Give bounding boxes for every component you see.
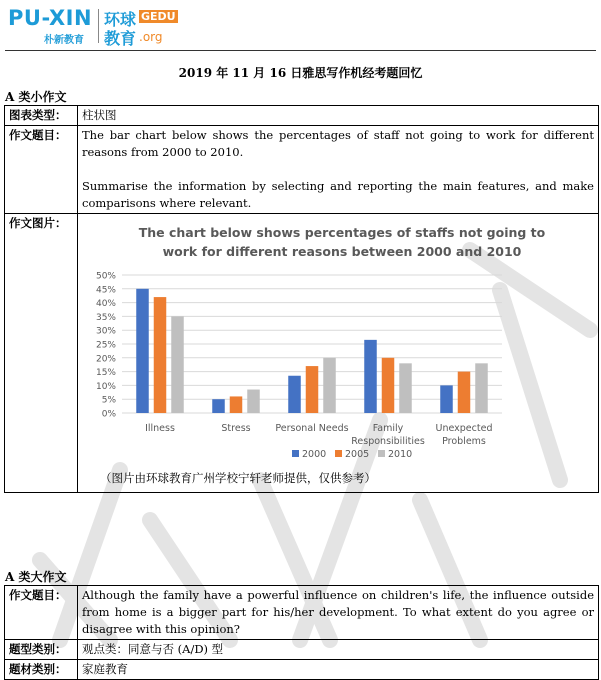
bar-2010: [475, 363, 488, 413]
y-tick-label: 15%: [95, 368, 116, 379]
topic-label: 作文题目：: [5, 126, 78, 214]
legend-label-2000: 2000: [302, 449, 327, 460]
section-heading-large: A 类大作文: [5, 570, 67, 584]
kind-label: 题型类别：: [5, 640, 78, 660]
y-tick-label: 0%: [101, 409, 116, 420]
large-essay-table: [4, 585, 599, 680]
material-value: 家庭教育: [78, 660, 599, 680]
topic-cell: [78, 126, 599, 214]
y-tick-label: 40%: [95, 299, 116, 310]
y-tick-label: 35%: [95, 312, 116, 323]
table-row: [5, 214, 599, 493]
gedu-org: .org: [139, 30, 163, 44]
gedu-logo-line2: 教育: [104, 29, 137, 48]
x-tick-label: Personal Needs: [275, 423, 349, 434]
bar-2010: [171, 316, 184, 413]
legend-label-2010: 2010: [388, 449, 413, 460]
y-tick-label: 5%: [101, 395, 116, 406]
puxin-logo: PU-XIN: [8, 6, 93, 30]
bar-2000: [212, 399, 225, 413]
table-row: [5, 106, 599, 126]
x-tick-label: Problems: [442, 436, 486, 447]
material-label: 题材类别：: [5, 660, 78, 680]
chart-title-line-1: The chart below shows percentages of staffs not going to: [138, 225, 546, 240]
image-cell: [78, 214, 599, 493]
large-topic-label: 作文题目：: [5, 586, 78, 640]
image-label: 作文图片：: [5, 214, 78, 493]
y-tick-label: 20%: [95, 354, 116, 365]
x-tick-label: Family: [372, 423, 404, 434]
x-tick-label: Illness: [145, 423, 175, 434]
bar-2000: [440, 385, 453, 413]
bar-chart: [82, 215, 592, 470]
gedu-badge: GEDU: [141, 10, 176, 23]
bar-2010: [323, 358, 336, 413]
legend-swatch-2005: [335, 450, 342, 457]
x-tick-label: Stress: [221, 423, 251, 434]
legend-label-2005: 2005: [345, 449, 370, 460]
header-logos: [8, 6, 178, 48]
topic-paragraph-2: Summarise the information by selecting and reporting the main features, and make comparisons where relevant.: [82, 179, 594, 210]
logo-divider: [98, 9, 99, 43]
y-tick-label: 25%: [95, 340, 116, 351]
section-heading-small: A 类小作文: [5, 90, 67, 104]
page-title: 2019 年 11 月 16 日雅思写作机经考题回忆: [178, 66, 423, 80]
kind-value: 观点类：同意与否 (A/D) 型: [78, 640, 599, 660]
chart-type-value: 柱状图: [78, 106, 599, 126]
bar-2000: [136, 289, 149, 413]
y-tick-label: 10%: [95, 381, 116, 392]
image-caption: （图片由环球教育广州学校宁轩老师提供，仅供参考）: [100, 471, 376, 485]
x-tick-label: Unexpected: [435, 423, 493, 434]
small-essay-table: [4, 105, 599, 493]
bar-2010: [399, 363, 412, 413]
bar-2000: [364, 340, 377, 413]
chart-type-label: 图表类型：: [5, 106, 78, 126]
table-row: [5, 126, 599, 214]
table-row: [5, 660, 599, 680]
table-row: [5, 586, 599, 640]
legend-swatch-2000: [292, 450, 299, 457]
bar-2010: [247, 390, 260, 413]
gedu-logo-line1: 环球: [104, 10, 137, 29]
bar-2000: [288, 376, 301, 413]
y-tick-label: 50%: [95, 271, 116, 282]
bar-2005: [154, 297, 167, 413]
puxin-logo-sub: 朴新教育: [44, 35, 84, 46]
large-topic-text: Although the family have a powerful influence on children's life, the influence outside from home is a bigger part for his/her development. To what extent do you agree or disagree with this opinion?: [78, 586, 599, 640]
y-tick-label: 45%: [95, 285, 116, 296]
legend-swatch-2010: [378, 450, 385, 457]
bar-2005: [230, 396, 243, 413]
bar-2005: [458, 372, 471, 413]
chart-title-line-2: work for different reasons between 2000 and 2010: [162, 244, 522, 259]
bar-2005: [306, 366, 319, 413]
topic-paragraph-1: The bar chart below shows the percentages of staff not going to work for different reasons from 2000 to 2010.: [82, 128, 594, 159]
bar-2005: [382, 358, 395, 413]
y-tick-label: 30%: [95, 326, 116, 337]
x-tick-label: Responsibilities: [351, 436, 425, 447]
header-rule: [5, 50, 596, 51]
